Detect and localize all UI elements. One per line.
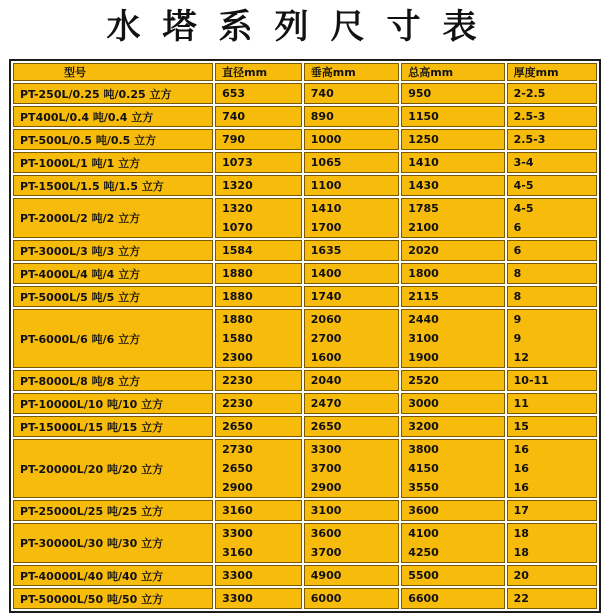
cell-model: PT-1500L/1.5 吨/1.5 立方 <box>13 175 213 196</box>
cell-thickness <box>507 129 597 150</box>
cell-total-height-value: 1410 <box>408 156 439 169</box>
cell-thickness <box>507 439 597 498</box>
cell-height <box>304 240 399 261</box>
cell-height-value: 3100 <box>310 504 342 517</box>
cell-height-value: 2040 <box>310 374 342 387</box>
cell-height-value: 1400 <box>310 267 342 280</box>
cell-height <box>304 500 399 521</box>
table-row <box>13 370 597 391</box>
cell-height-value: 2060 <box>310 313 342 326</box>
cell-diameter-value: 3160 <box>222 546 253 559</box>
page-title: 水塔系列尺寸表 <box>106 7 499 47</box>
cell-height <box>304 198 399 238</box>
cell-diameter <box>215 198 302 238</box>
cell-total-height <box>401 286 504 307</box>
cell-thickness-value: 12 <box>513 351 529 364</box>
table-row <box>13 129 597 150</box>
table-body <box>13 83 597 609</box>
cell-thickness-value: 9 <box>513 313 522 326</box>
cell-diameter <box>215 393 302 414</box>
cell-model: PT-15000L/15 吨/15 立方 <box>13 416 213 437</box>
cell-model: PT-3000L/3 吨/3 立方 <box>13 240 213 261</box>
table-row <box>13 83 597 104</box>
cell-total-height <box>401 416 504 437</box>
cell-total-height-value: 4100 <box>408 527 439 540</box>
cell-total-height <box>401 523 504 563</box>
cell-height-value: 4900 <box>310 569 342 582</box>
cell-diameter-value: 740 <box>222 110 246 123</box>
cell-thickness-value: 20 <box>513 569 529 582</box>
cell-height-value: 3300 <box>310 443 342 456</box>
size-table <box>11 61 599 611</box>
cell-diameter-value: 3300 <box>222 527 253 540</box>
cell-thickness-value: 4-5 <box>513 202 534 215</box>
cell-thickness-value: 2.5-3 <box>513 110 546 123</box>
cell-diameter-value: 2650 <box>222 420 253 433</box>
cell-diameter-value: 653 <box>222 87 246 100</box>
cell-thickness-value: 17 <box>513 504 529 517</box>
cell-diameter <box>215 152 302 173</box>
cell-diameter-value: 2230 <box>222 397 253 410</box>
table-row <box>13 588 597 609</box>
cell-height-value: 3600 <box>310 527 342 540</box>
cell-diameter <box>215 588 302 609</box>
cell-diameter <box>215 286 302 307</box>
table-row <box>13 263 597 284</box>
cell-height <box>304 393 399 414</box>
cell-height <box>304 370 399 391</box>
cell-total-height-value: 3100 <box>408 332 439 345</box>
cell-model: PT-10000L/10 吨/10 立方 <box>13 393 213 414</box>
cell-thickness-value: 16 <box>513 462 529 475</box>
table-row <box>13 393 597 414</box>
header-height: 垂高mm <box>304 63 399 81</box>
cell-thickness-value: 2-2.5 <box>513 87 546 100</box>
size-table-container <box>9 59 601 613</box>
header-diameter: 直径mm <box>215 63 302 81</box>
cell-total-height-value: 4250 <box>408 546 439 559</box>
cell-height <box>304 439 399 498</box>
cell-thickness <box>507 263 597 284</box>
cell-model: PT-500L/0.5 吨/0.5 立方 <box>13 129 213 150</box>
cell-diameter-value: 1880 <box>222 313 253 326</box>
cell-height <box>304 152 399 173</box>
cell-total-height-value: 3600 <box>408 504 439 517</box>
cell-thickness <box>507 152 597 173</box>
cell-model: PT-250L/0.25 吨/0.25 立方 <box>13 83 213 104</box>
cell-total-height <box>401 588 504 609</box>
cell-diameter <box>215 129 302 150</box>
cell-thickness-value: 8 <box>513 290 522 303</box>
cell-diameter-value: 790 <box>222 133 246 146</box>
cell-diameter <box>215 439 302 498</box>
cell-model: PT-8000L/8 吨/8 立方 <box>13 370 213 391</box>
cell-diameter-value: 3160 <box>222 504 253 517</box>
cell-model: PT-50000L/50 吨/50 立方 <box>13 588 213 609</box>
cell-diameter-value: 3300 <box>222 592 253 605</box>
cell-total-height-value: 1900 <box>408 351 439 364</box>
cell-total-height <box>401 393 504 414</box>
cell-diameter <box>215 309 302 368</box>
cell-diameter <box>215 500 302 521</box>
cell-height-value: 890 <box>310 110 334 123</box>
header-total-height: 总高mm <box>401 63 504 81</box>
cell-thickness-value: 16 <box>513 481 529 494</box>
cell-total-height-value: 1250 <box>408 133 439 146</box>
cell-height-value: 1410 <box>310 202 342 215</box>
cell-diameter <box>215 523 302 563</box>
cell-total-height-value: 3550 <box>408 481 439 494</box>
cell-total-height-value: 3000 <box>408 397 439 410</box>
cell-height-value: 1740 <box>310 290 342 303</box>
cell-diameter <box>215 263 302 284</box>
cell-thickness-value: 11 <box>513 397 529 410</box>
cell-height-value: 740 <box>310 87 334 100</box>
cell-thickness <box>507 240 597 261</box>
cell-model: PT400L/0.4 吨/0.4 立方 <box>13 106 213 127</box>
table-row <box>13 198 597 238</box>
cell-height-value: 1100 <box>310 179 342 192</box>
cell-total-height <box>401 106 504 127</box>
cell-thickness-value: 9 <box>513 332 522 345</box>
cell-height <box>304 588 399 609</box>
cell-diameter-value: 1320 <box>222 179 253 192</box>
cell-total-height-value: 3800 <box>408 443 439 456</box>
cell-total-height <box>401 370 504 391</box>
cell-thickness <box>507 416 597 437</box>
cell-diameter <box>215 83 302 104</box>
cell-total-height-value: 2115 <box>408 290 439 303</box>
cell-total-height <box>401 129 504 150</box>
cell-thickness-value: 6 <box>513 221 522 234</box>
cell-total-height-value: 2100 <box>408 221 439 234</box>
cell-height-value: 3700 <box>310 462 342 475</box>
cell-thickness-value: 6 <box>513 244 522 257</box>
table-row <box>13 439 597 498</box>
table-header-row <box>13 63 597 81</box>
cell-thickness-value: 10-11 <box>513 374 549 387</box>
table-row <box>13 286 597 307</box>
cell-height-value: 1635 <box>310 244 342 257</box>
cell-model: PT-25000L/25 吨/25 立方 <box>13 500 213 521</box>
cell-total-height <box>401 152 504 173</box>
table-row <box>13 309 597 368</box>
cell-height-value: 3700 <box>310 546 342 559</box>
cell-height <box>304 83 399 104</box>
cell-height-value: 1000 <box>310 133 342 146</box>
cell-diameter <box>215 565 302 586</box>
cell-total-height <box>401 439 504 498</box>
cell-model: PT-5000L/5 吨/5 立方 <box>13 286 213 307</box>
cell-thickness-value: 16 <box>513 443 529 456</box>
cell-diameter-value: 2230 <box>222 374 253 387</box>
header-model: 型号 <box>13 63 213 81</box>
cell-thickness-value: 18 <box>513 527 529 540</box>
cell-model: PT-40000L/40 吨/40 立方 <box>13 565 213 586</box>
cell-model: PT-30000L/30 吨/30 立方 <box>13 523 213 563</box>
table-row <box>13 106 597 127</box>
cell-thickness-value: 4-5 <box>513 179 534 192</box>
cell-total-height <box>401 175 504 196</box>
cell-total-height-value: 6600 <box>408 592 439 605</box>
cell-diameter-value: 2730 <box>222 443 253 456</box>
cell-height <box>304 106 399 127</box>
cell-height <box>304 263 399 284</box>
cell-thickness <box>507 106 597 127</box>
cell-diameter-value: 1880 <box>222 290 253 303</box>
cell-height-value: 2470 <box>310 397 342 410</box>
cell-diameter <box>215 416 302 437</box>
cell-model: PT-2000L/2 吨/2 立方 <box>13 198 213 238</box>
cell-diameter <box>215 175 302 196</box>
table-row <box>13 416 597 437</box>
cell-height <box>304 523 399 563</box>
cell-model: PT-6000L/6 吨/6 立方 <box>13 309 213 368</box>
cell-height-value: 2900 <box>310 481 342 494</box>
cell-total-height-value: 2520 <box>408 374 439 387</box>
cell-diameter-value: 3300 <box>222 569 253 582</box>
cell-total-height-value: 950 <box>408 87 432 100</box>
cell-total-height <box>401 500 504 521</box>
cell-total-height <box>401 263 504 284</box>
cell-total-height-value: 1785 <box>408 202 439 215</box>
cell-total-height <box>401 309 504 368</box>
cell-diameter <box>215 106 302 127</box>
cell-height-value: 2650 <box>310 420 342 433</box>
cell-diameter-value: 1584 <box>222 244 253 257</box>
cell-thickness <box>507 198 597 238</box>
cell-thickness-value: 2.5-3 <box>513 133 546 146</box>
cell-diameter-value: 1880 <box>222 267 253 280</box>
cell-diameter <box>215 240 302 261</box>
cell-diameter <box>215 370 302 391</box>
cell-height <box>304 175 399 196</box>
cell-height <box>304 309 399 368</box>
table-row <box>13 240 597 261</box>
cell-total-height-value: 1150 <box>408 110 439 123</box>
cell-thickness-value: 3-4 <box>513 156 534 169</box>
cell-diameter-value: 2300 <box>222 351 253 364</box>
cell-thickness-value: 22 <box>513 592 529 605</box>
table-row <box>13 500 597 521</box>
cell-total-height <box>401 240 504 261</box>
cell-diameter-value: 1320 <box>222 202 253 215</box>
cell-diameter-value: 1073 <box>222 156 253 169</box>
cell-thickness <box>507 588 597 609</box>
cell-height <box>304 565 399 586</box>
cell-height-value: 1600 <box>310 351 342 364</box>
table-row <box>13 152 597 173</box>
cell-total-height-value: 2440 <box>408 313 439 326</box>
cell-thickness-value: 8 <box>513 267 522 280</box>
header-thickness: 厚度mm <box>507 63 597 81</box>
cell-thickness <box>507 83 597 104</box>
table-row <box>13 523 597 563</box>
cell-height <box>304 416 399 437</box>
table-row <box>13 565 597 586</box>
cell-total-height-value: 1430 <box>408 179 439 192</box>
cell-height-value: 2700 <box>310 332 342 345</box>
cell-thickness <box>507 175 597 196</box>
cell-thickness <box>507 500 597 521</box>
table-row <box>13 175 597 196</box>
cell-diameter-value: 1580 <box>222 332 253 345</box>
cell-total-height-value: 5500 <box>408 569 439 582</box>
cell-model: PT-4000L/4 吨/4 立方 <box>13 263 213 284</box>
cell-thickness <box>507 286 597 307</box>
cell-thickness <box>507 523 597 563</box>
cell-thickness <box>507 393 597 414</box>
cell-thickness <box>507 309 597 368</box>
cell-height <box>304 286 399 307</box>
cell-total-height <box>401 198 504 238</box>
cell-total-height-value: 1800 <box>408 267 439 280</box>
cell-thickness-value: 18 <box>513 546 529 559</box>
cell-thickness <box>507 370 597 391</box>
cell-total-height <box>401 83 504 104</box>
cell-total-height-value: 4150 <box>408 462 439 475</box>
cell-diameter-value: 2900 <box>222 481 253 494</box>
cell-height-value: 1700 <box>310 221 342 234</box>
cell-height-value: 1065 <box>310 156 342 169</box>
cell-model: PT-1000L/1 吨/1 立方 <box>13 152 213 173</box>
cell-total-height-value: 3200 <box>408 420 439 433</box>
cell-model: PT-20000L/20 吨/20 立方 <box>13 439 213 498</box>
cell-diameter-value: 2650 <box>222 462 253 475</box>
cell-thickness <box>507 565 597 586</box>
cell-total-height <box>401 565 504 586</box>
cell-total-height-value: 2020 <box>408 244 439 257</box>
cell-diameter-value: 1070 <box>222 221 253 234</box>
cell-thickness-value: 15 <box>513 420 529 433</box>
cell-height <box>304 129 399 150</box>
cell-height-value: 6000 <box>310 592 342 605</box>
